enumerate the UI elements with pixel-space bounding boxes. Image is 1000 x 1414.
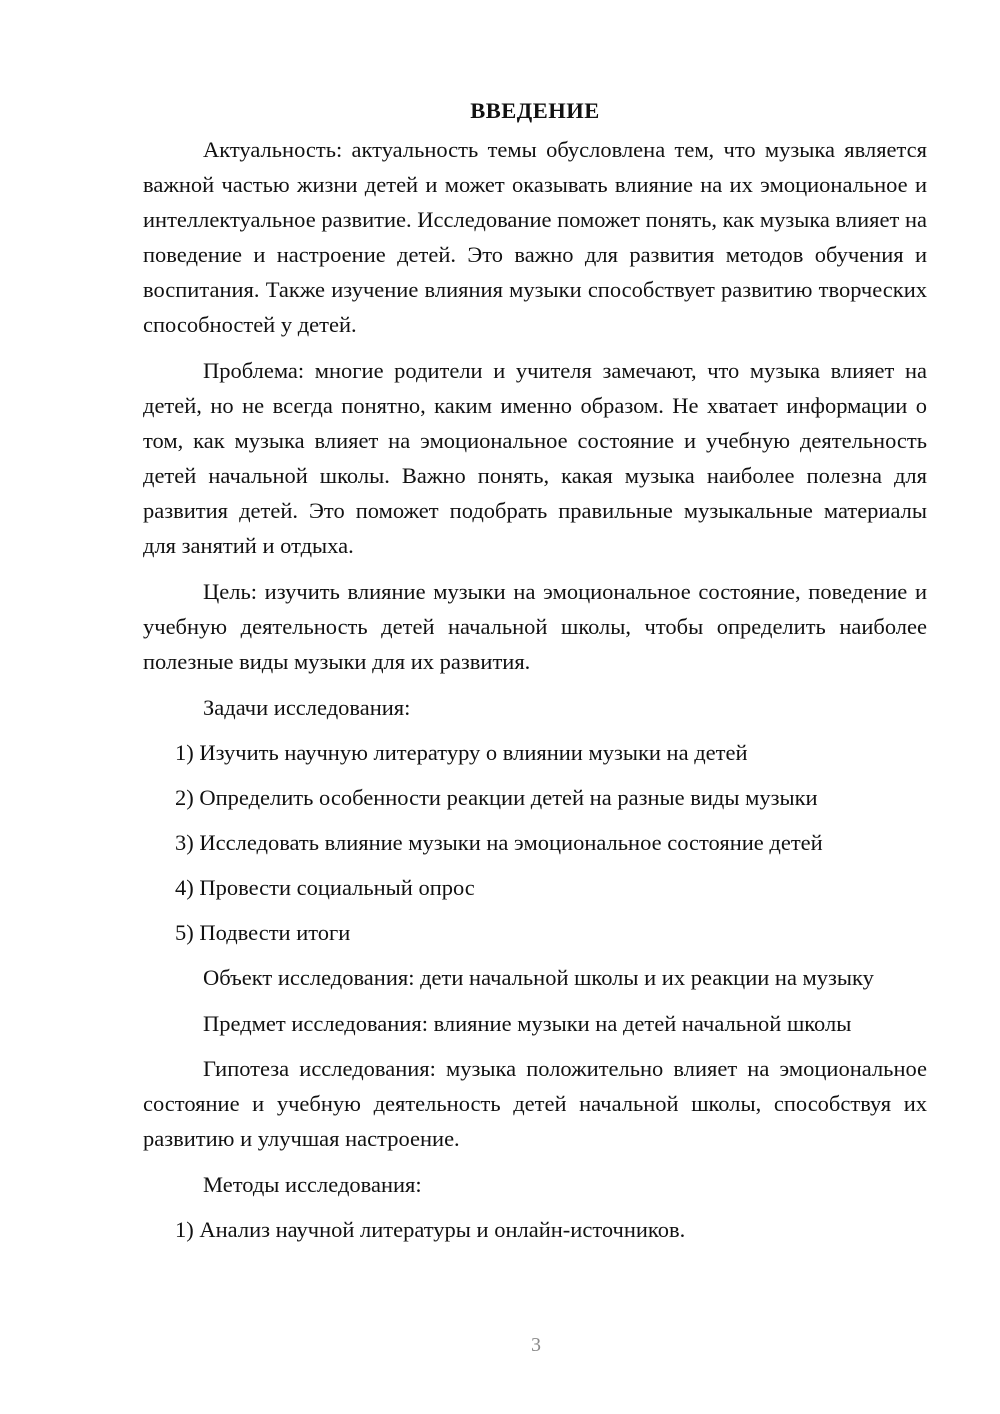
tasks-heading: Задачи исследования: bbox=[203, 695, 411, 720]
problem-paragraph: Проблема: многие родители и учителя замечают, что музыка влияет на детей, но не всегда понятно, каким именно образом. Не хватает информации о том, как музыка влияет на эмоциональное состояние и учебную деятельность детей начальной школы. Важно понять, какая музыка наиболее полезна для развития детей. Это поможет подобрать правильные музыкальные материалы для занятий и отдыха. bbox=[143, 358, 927, 558]
task-item-3: 3) Исследовать влияние музыки на эмоциональное состояние детей bbox=[175, 830, 823, 855]
subject-paragraph: Предмет исследования: влияние музыки на детей начальной школы bbox=[203, 1011, 852, 1036]
task-item-1: 1) Изучить научную литературу о влиянии музыки на детей bbox=[175, 740, 748, 765]
goal-paragraph: Цель: изучить влияние музыки на эмоциональное состояние, поведение и учебную деятельность детей начальной школы, чтобы определить наиболее полезные виды музыки для их развития. bbox=[143, 579, 927, 674]
page-content bbox=[143, 96, 927, 1257]
task-item-4: 4) Провести социальный опрос bbox=[175, 875, 475, 900]
methods-heading: Методы исследования: bbox=[203, 1172, 422, 1197]
method-item-1: 1) Анализ научной литературы и онлайн-источников. bbox=[175, 1217, 686, 1242]
page-number: 3 bbox=[531, 1334, 541, 1356]
relevance-paragraph: Актуальность: актуальность темы обусловлена тем, что музыка является важной частью жизни детей и может оказывать влияние на их эмоциональное и интеллектуальное развитие. Исследование поможет понять, как музыка влияет на поведение и настроение детей. Это важно для развития методов обучения и воспитания. Также изучение влияния музыки способствует развитию творческих способностей у детей. bbox=[143, 137, 927, 337]
object-paragraph: Объект исследования: дети начальной школы и их реакции на музыку bbox=[203, 965, 874, 990]
hypothesis-paragraph: Гипотеза исследования: музыка положительно влияет на эмоциональное состояние и учебную деятельность детей начальной школы, способствуя их развитию и улучшая настроение. bbox=[143, 1056, 927, 1151]
task-item-5: 5) Подвести итоги bbox=[175, 920, 351, 945]
task-item-2: 2) Определить особенности реакции детей на разные виды музыки bbox=[175, 785, 818, 810]
page-title: ВВЕДЕНИЕ bbox=[470, 98, 600, 123]
